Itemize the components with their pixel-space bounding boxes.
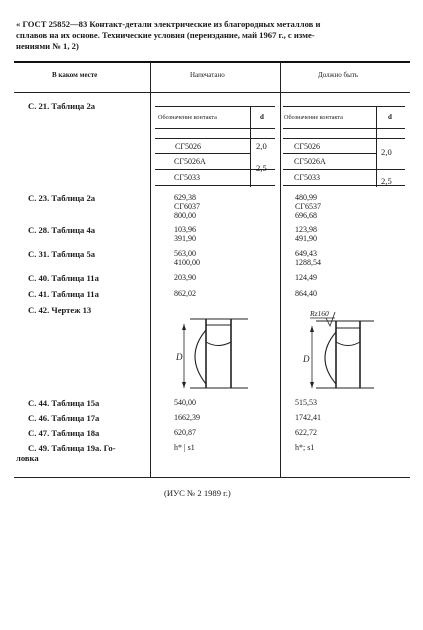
printed-value: СГ6037	[174, 202, 200, 211]
subtable-rule	[155, 106, 275, 107]
subtable-rule	[155, 128, 275, 129]
subtable-code: СГ5026А	[294, 157, 326, 166]
subtable-rule	[155, 138, 275, 139]
subtable-code: СГ5026	[294, 142, 320, 151]
corrected-value: 1742,41	[295, 413, 321, 422]
subtable-code: СГ5033	[294, 173, 320, 182]
printed-value: 1662,39	[174, 413, 200, 422]
header-line-1: « ГОСТ 25852—83 Контакт-детали электрические из благородных металлов и	[16, 19, 321, 29]
row-label: С. 28. Таблица 4а	[28, 225, 96, 235]
header-line-3: нениями № 1, 2)	[16, 41, 79, 51]
printed-value: 800,00	[174, 211, 196, 220]
dimension-label: D	[303, 354, 310, 364]
footer-note: (ИУС № 2 1989 г.)	[164, 488, 231, 498]
column-header-where: В каком месте	[52, 71, 98, 79]
column-header-printed: Напечатано	[190, 71, 225, 79]
subtable-col-label: Обозначение контакта	[158, 114, 217, 121]
table-top-rule	[14, 61, 410, 63]
subtable-col-d: d	[388, 113, 392, 121]
printed-value: 629,38	[174, 193, 196, 202]
subtable-rule	[283, 138, 405, 139]
corrected-value: 622,72	[295, 428, 317, 437]
row-label: С. 47. Таблица 18а	[28, 428, 100, 438]
printed-value: 540,00	[174, 398, 196, 407]
subtable-divider	[376, 106, 377, 187]
printed-value: 203,90	[174, 273, 196, 282]
drawing-printed	[176, 316, 256, 392]
subtable-rule	[283, 153, 376, 154]
table-header-rule	[14, 92, 410, 93]
subtable-d-value: 2,5	[256, 163, 267, 173]
subtable-rule	[283, 169, 405, 170]
subtable-code: СГ5026	[175, 142, 201, 151]
corrected-value: h*; s1	[295, 443, 315, 452]
row-label: С. 44. Таблица 15а	[28, 398, 100, 408]
printed-value: 620,87	[174, 428, 196, 437]
row-label: С. 21. Таблица 2а	[28, 101, 96, 111]
subtable-rule	[155, 153, 250, 154]
column-divider-1	[150, 62, 151, 478]
subtable-rule	[283, 106, 405, 107]
corrected-value: 864,40	[295, 289, 317, 298]
corrected-value: СГ6537	[295, 202, 321, 211]
row-label: С. 23. Таблица 2а	[28, 193, 96, 203]
drawing-corrected	[298, 306, 388, 394]
subtable-code: СГ5033	[174, 173, 200, 182]
dimension-label: D	[176, 352, 183, 362]
column-divider-2	[280, 62, 281, 478]
column-header-should-be: Должно быть	[318, 71, 359, 79]
row-label: С. 41. Таблица 11а	[28, 289, 99, 299]
corrected-value: 480,99	[295, 193, 317, 202]
printed-value: 391,90	[174, 234, 196, 243]
subtable-d-value: 2,0	[256, 141, 267, 151]
row-label: С. 46. Таблица 17а	[28, 413, 100, 423]
row-label: С. 40. Таблица 11а	[28, 273, 99, 283]
subtable-divider	[250, 106, 251, 187]
corrected-value: 123,98	[295, 225, 317, 234]
subtable-col-d: d	[260, 113, 264, 121]
row-label-continuation: ловка	[16, 453, 39, 463]
roughness-label: Rz160	[310, 309, 329, 318]
row-label: С. 42. Чертеж 13	[28, 305, 92, 315]
subtable-rule	[155, 185, 275, 186]
corrected-value: 696,68	[295, 211, 317, 220]
printed-value: 563,00	[174, 249, 196, 258]
corrected-value: 491,90	[295, 234, 317, 243]
printed-value: 4100,00	[174, 258, 200, 267]
printed-value: h* | s1	[174, 443, 195, 452]
printed-value: 862,02	[174, 289, 196, 298]
subtable-d-value: 2,0	[381, 147, 392, 157]
subtable-rule	[283, 128, 405, 129]
header-line-2: сплавов на их основе. Технические условия (переиздание, май 1967 г., с изме-	[16, 30, 315, 40]
row-label: С. 49. Таблица 19а. Го-	[28, 443, 116, 453]
table-bottom-rule	[14, 477, 410, 478]
subtable-col-label: Обозначение контакта	[284, 114, 343, 121]
printed-value: 103,96	[174, 225, 196, 234]
subtable-d-value: 2,5	[381, 176, 392, 186]
row-label: С. 31. Таблица 5а	[28, 249, 96, 259]
corrected-value: 124,49	[295, 273, 317, 282]
subtable-code: СГ5026А	[174, 157, 206, 166]
corrected-value: 1288,54	[295, 258, 321, 267]
corrected-value: 649,43	[295, 249, 317, 258]
corrected-value: 515,53	[295, 398, 317, 407]
